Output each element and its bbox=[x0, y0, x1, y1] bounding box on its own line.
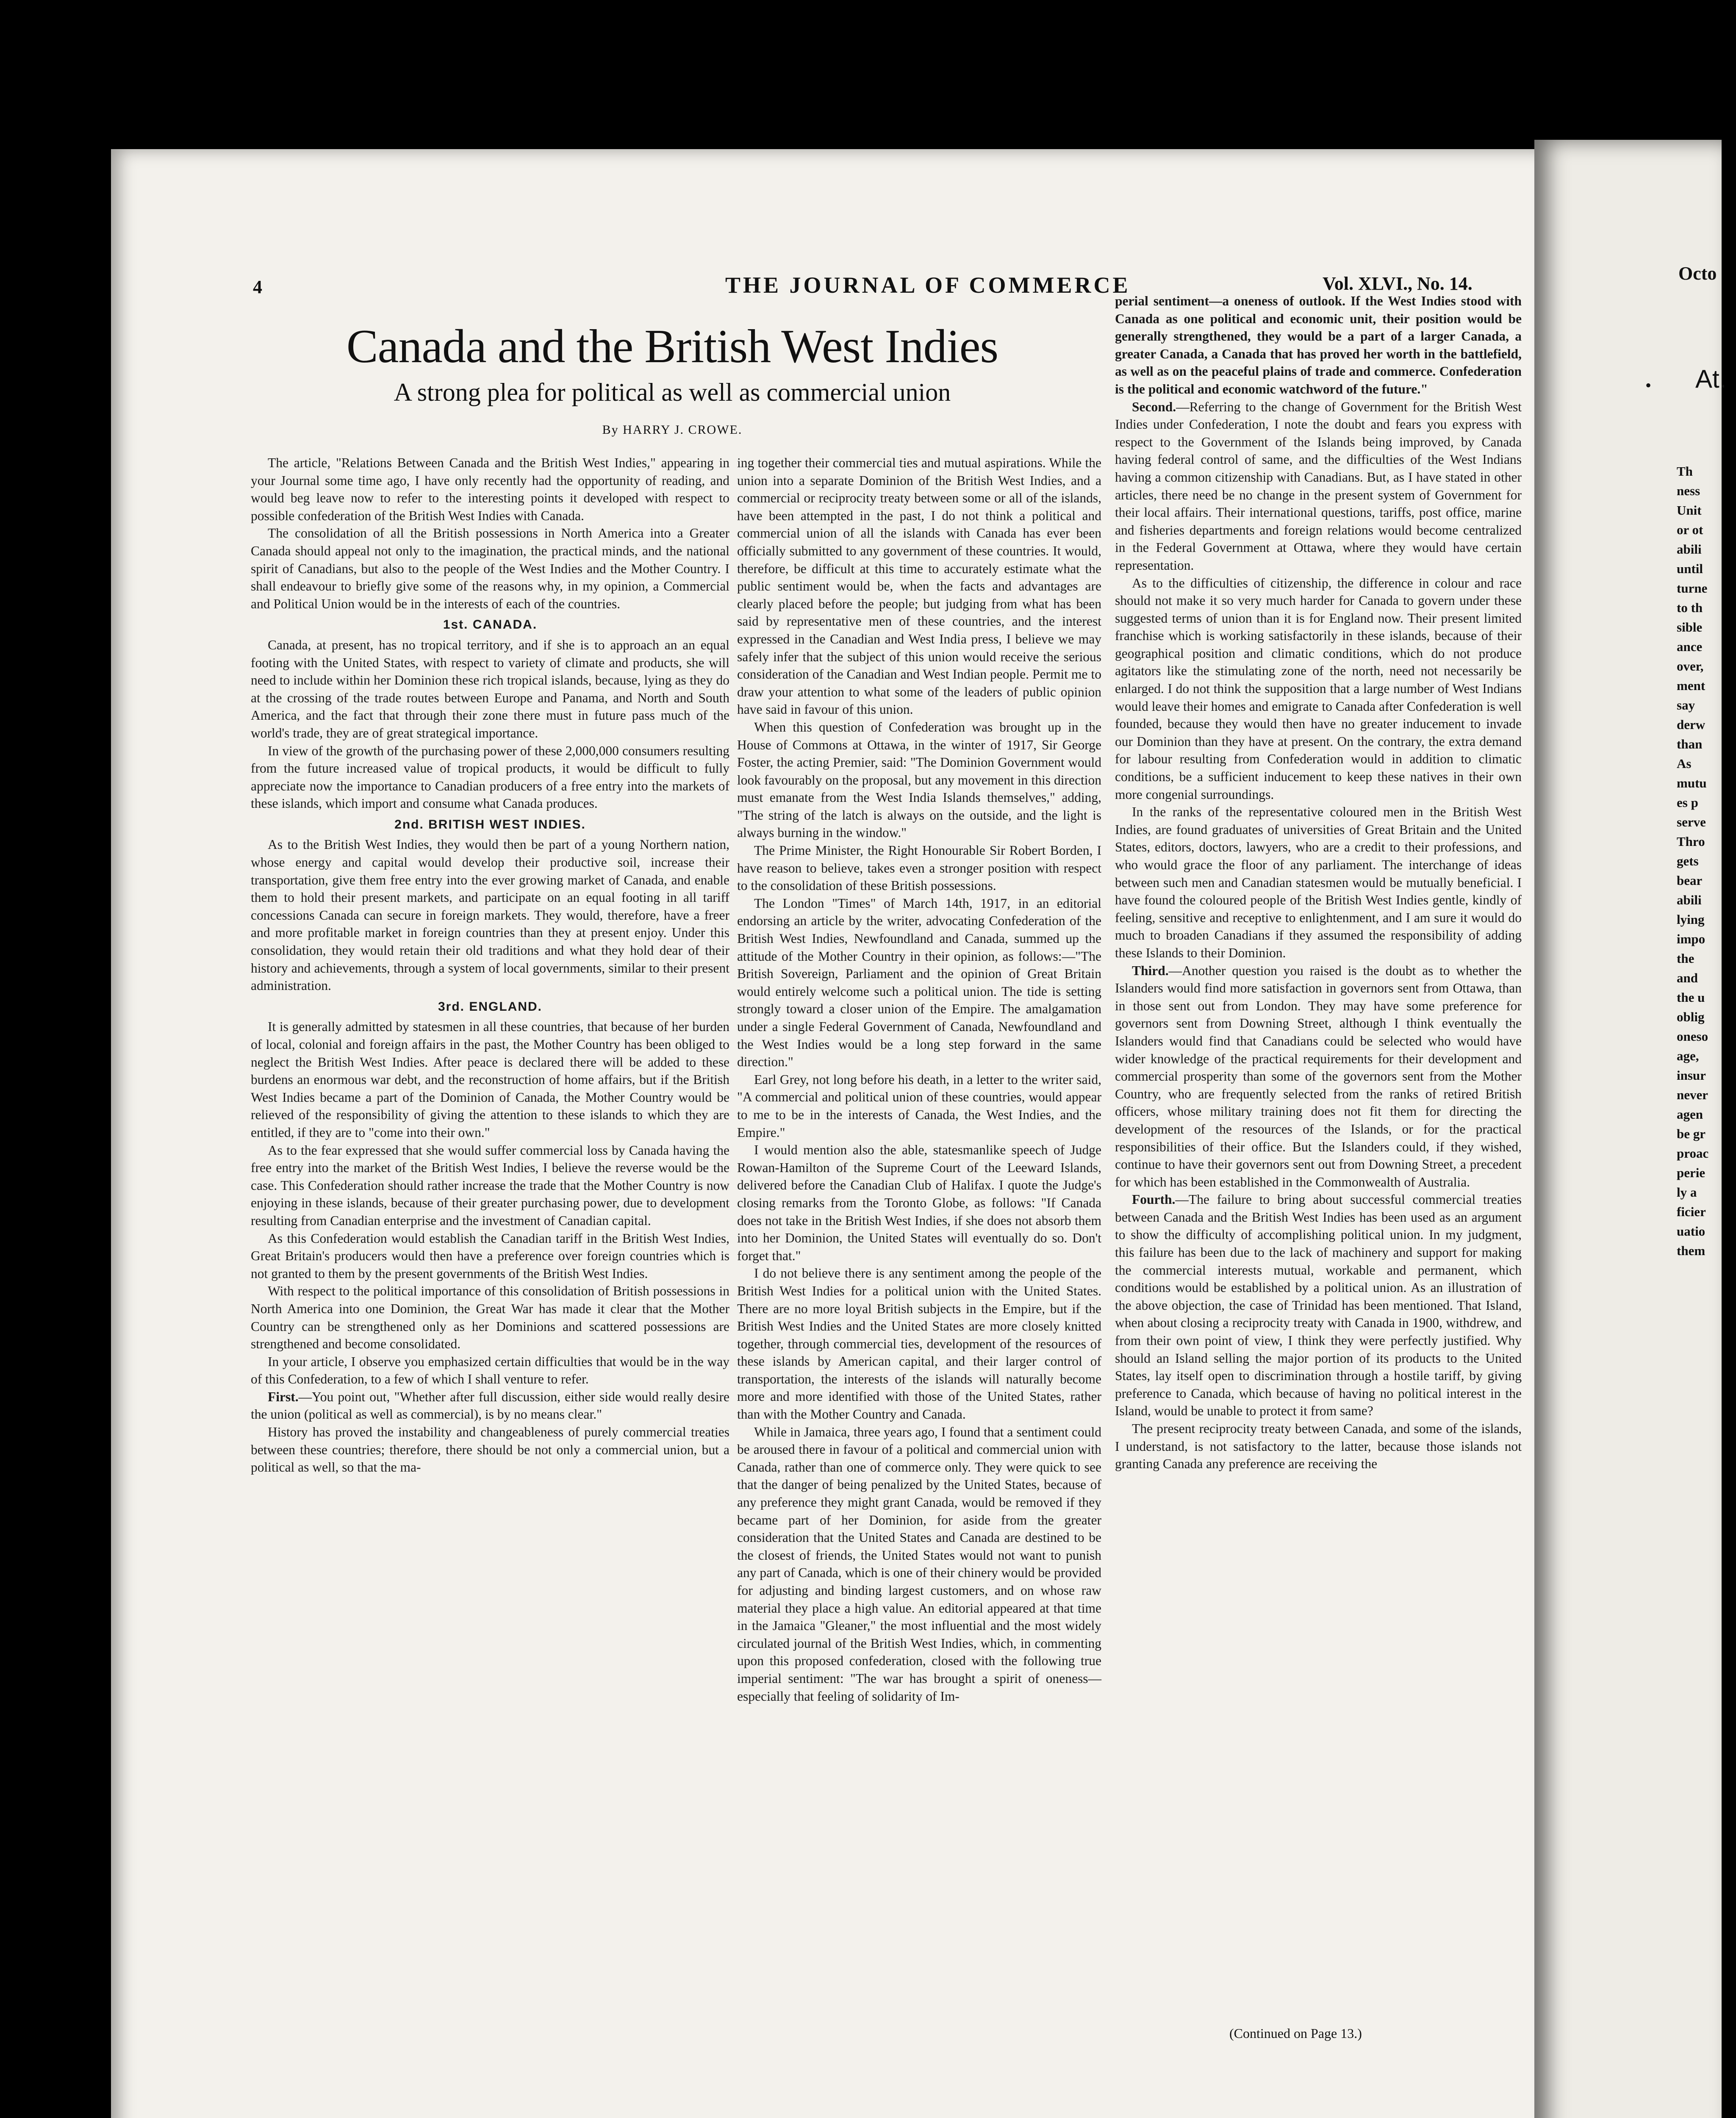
text-fragment: derw bbox=[1677, 717, 1705, 732]
text-fragment: perie bbox=[1677, 1165, 1705, 1180]
paragraph: While in Jamaica, three years ago, I found that a sentiment could be aroused there in favour of a political and commercial union with Canada, rather than one of commerce only. They were quick to see that the danger of being penalized by the United States, because of any preference they might grant Canada, would be removed if they became part of her Dominion, for aside from the greater consideration that the United States and Canada are destined to be the closest of friends, the United States would not want to punish any part of Canada, which is one of their chinery would be provided for adjusting and binding largest customers, and on whose raw material they place a high value. An editorial appeared at that time in the Jamaica "Gleaner," the most influential and the most widely circulated journal of the British West Indies, which, in commenting upon this proposed confederation, closed with the following true imperial sentiment: "The war has brought a spirit of oneness—especially that feeling of solidarity of Im- bbox=[737, 1424, 1101, 1704]
text-fragment: Th bbox=[1677, 464, 1693, 479]
text-fragment: the u bbox=[1677, 990, 1705, 1005]
paragraph bbox=[1115, 1191, 1522, 1420]
lead-word: First. bbox=[268, 1389, 299, 1404]
paragraph: As this Confederation would establish the Canadian tariff in the British West Indies, Great Britain's producers would then have a preference over foreign countries which is not granted to them by the present governments of the British West Indies. bbox=[251, 1231, 729, 1281]
paragraph: Earl Grey, not long before his death, in a letter to the writer said, "A commercial and political union of these countries, would appear to me to be in the interests of Canada, the West Indies, and the Empire." bbox=[737, 1072, 1101, 1140]
text-fragment: abili bbox=[1677, 542, 1702, 557]
text-fragment: to th bbox=[1677, 600, 1703, 615]
section-heading-england: 3rd. ENGLAND. bbox=[438, 999, 543, 1014]
paragraph: I would mention also the able, statesmanlike speech of Judge Rowan-Hamilton of the Supreme Court of the Leeward Islands, delivered before the Canadian Club of Halifax. I quote the Judge's closing remarks from the Toronto Globe, as follows: "If Canada does not take in the British West Indies, if she does not absorb them into her Dominion, the United States will eventually do so. Don't forget that." bbox=[737, 1142, 1101, 1263]
paragraph: The London "Times" of March 14th, 1917, in an editorial endorsing an article by the writer, advocating Confederation of the British West Indies, Newfoundland and Canada, summed up the attitude of the Mother Country in their opinion, as follows:—"The British Sovereign, Parliament and the opinion of Great Britain would entirely welcome such a political union. The tide is setting strongly toward a closer union of the Empire. The amalgamation under a single Federal Government of Canada, Newfoundland and the West Indies would be a long step forward in the same direction." bbox=[737, 895, 1101, 1070]
paragraph: As to the British West Indies, they would then be part of a young Northern nation, whose energy and capital would develop their productive soil, increase their transportation, give them free entry into the ever growing market of Canada, and enable them to hold their present markets, and participate on an equal footing in all tariff concessions Canada can secure in foreign markets. They would, therefore, have a freer and more profitable market in foreign countries than they at present enjoy. Under this consolidation, they would retain their old traditions and what they hold dear of their history and achievements, through a system of local governments, similar to their present administration. bbox=[251, 837, 729, 993]
text-fragment: than bbox=[1677, 737, 1703, 751]
text-fragment: Unit bbox=[1677, 503, 1702, 518]
paragraph: The present reciprocity treaty between Canada, and some of the islands, I understand, is not satisfactory to the latter, because those islands not granting Canada any preference are receiving the bbox=[1115, 1421, 1522, 1472]
paragraph bbox=[1115, 398, 1522, 574]
paragraph: ing together their commercial ties and mutual aspirations. While the union into a separate Dominion of the British West Indies, and a commercial or reciprocity treaty between some or all of the islands, have been attempted in the past, I do not think a political and commercial union of all the islands with Canada has ever been officially submitted to any government of these countries. It would, therefore, be difficult at this time to accurately estimate what the public sentiment would be, when the facts and advantages are clearly placed before the people; but judging from what has been said by representative men of these countries, and the interest expressed in the Canadian and West India press, I believe we may safely infer that the subject of this union would receive the serious consideration of the Canadian and West Indian people. Permit me to draw your attention to what some of the leaders of public opinion have said in favour of this union. bbox=[737, 455, 1101, 717]
column-2 bbox=[737, 454, 1101, 1705]
text-fragment: lying bbox=[1677, 912, 1705, 927]
text-fragment: never bbox=[1677, 1087, 1708, 1102]
paragraph bbox=[1115, 962, 1522, 1191]
continued-note: (Continued on Page 13.) bbox=[1229, 2026, 1362, 2041]
text-fragment: over, bbox=[1677, 659, 1704, 674]
article-subtitle: A strong plea for political as well as commercial union bbox=[394, 378, 951, 406]
paragraph: The article, "Relations Between Canada and the British West Indies," appearing in your Journal some time ago, I have only recently had the opportunity of reading, and would beg leave now to refer to the interesting points it developed with respect to possible confederation of the British West Indies with Canada. bbox=[251, 455, 729, 523]
text-fragment: agen bbox=[1677, 1107, 1703, 1122]
paragraph-text: —Referring to the change of Government for the British West Indies under Confederation, I note the doubt and fears you express with respect to the Government of the Islands being improved, by Canada having federal control of same, and the difficulties of the West Indians having a common citizenship with Canadians. But, as I have stated in other articles, there need be no change in the present system of Government for their local affairs. Their international questions, tariffs, post office, marine and fisheries departments and foreign relations would become centralized in the Federal Government at Ottawa, where they would have certain representation. bbox=[1115, 399, 1522, 573]
text-fragment: mutu bbox=[1677, 776, 1707, 790]
text-fragment: es p bbox=[1677, 795, 1698, 810]
article-title: Canada and the British West Indies bbox=[346, 320, 998, 373]
paragraph: The Prime Minister, the Right Honourable Sir Robert Borden, I have reason to believe, takes even a stronger position with respect to the consolidation of these British possessions. bbox=[737, 843, 1101, 893]
paragraph: In the ranks of the representative coloured men in the British West Indies, are found graduates of universities of Great Britain and the United States, editors, doctors, lawyers, who are a credit to their professions, and who would grace the floor of any parliament. The interchange of ideas between such men and Canadian statesmen would be mutually beneficial. I have found the coloured people of the British West Indies gentle, kindly of feeling, sensitive and receptive to enlightenment, and I am sure it would do much to broaden Canadians if they assumed the responsibility of adding these Islands to their Dominion. bbox=[1115, 804, 1522, 960]
text-fragment: ficier bbox=[1677, 1204, 1706, 1219]
text-fragment: impo bbox=[1677, 931, 1705, 946]
byline: By HARRY J. CROWE. bbox=[602, 423, 743, 437]
text-fragment: sible bbox=[1677, 620, 1703, 635]
text-fragment: ness bbox=[1677, 483, 1700, 498]
paragraph: With respect to the political importance of this consolidation of British possessions in North America into one Dominion, the Great War has made it clear that the Mother Country can be strengthened only as her Dominions and scattered possessions are strengthened and become consolidated. bbox=[251, 1284, 729, 1352]
column-3 bbox=[1115, 292, 1522, 1473]
text-fragment: bear bbox=[1677, 873, 1703, 888]
text-fragment: ment bbox=[1677, 678, 1705, 693]
paragraph: The consolidation of all the British possessions in North America into a Greater Canada should appeal not only to the imagination, the practical minds, and the national spirit of Canadians, but also to the people of the West Indies and the Mother Country. I shall endeavour to briefly give some of the reasons why, in my opinion, a Commercial and Political Union would be in the interests of each of the countries. bbox=[251, 526, 729, 611]
paragraph: It is generally admitted by statesmen in all these countries, that because of her burden of local, colonial and foreign affairs in the past, the Mother Country has been obliged to neglect the British West Indies. After peace is declared there will be added to these burdens an enormous war debt, and the reconstruction of home affairs, but if the British West Indies became a part of the Dominion of Canada, the Mother Country would be relieved of the responsibility of giving the attention to these islands to which they are entitled, if they are to "come into their own." bbox=[251, 1019, 729, 1140]
lead-word: Fourth. bbox=[1132, 1192, 1176, 1207]
paragraph: perial sentiment—a oneness of outlook. If the West Indies stood with Canada as one political and economic unit, their position would be generally strengthened, they would be a part of a larger Canada, a greater Canada, a Canada that has proved her worth in the battlefield, as well as on the peaceful plains of trade and commerce. Confederation is the political and economic watchword of the future." bbox=[1115, 294, 1522, 396]
text-fragment: insur bbox=[1677, 1068, 1706, 1083]
text-fragment: oneso bbox=[1677, 1029, 1708, 1044]
paragraph: I do not believe there is any sentiment among the people of the British West Indies for a political union with the United States. There are no more loyal British subjects in the Empire, but if the British West Indies and the United States are more closely knitted together, through commercial ties, development of the resources of these islands by American capital, and their larger control of transportation, the interests of the islands will naturally become more and more identified with those of the United States, rather than with the Mother Country and Canada. bbox=[737, 1266, 1101, 1422]
section-heading-canada: 1st. CANADA. bbox=[443, 618, 538, 632]
text-fragment: or ot bbox=[1677, 522, 1703, 537]
text-fragment: proac bbox=[1677, 1146, 1709, 1161]
paragraph: Canada, at present, has no tropical territory, and if she is to approach an an equal footing with the United States, with respect to variety of climate and products, she will need to include within her Dominion these rich tropical islands, because, lying as they do at the crossing of the trade routes between Europe and Panama, and North and South America, and the fact that through their zone there must in future pass much of the world's trade, they are of great strategical importance. bbox=[251, 637, 729, 740]
page-number: 4 bbox=[253, 277, 262, 297]
masthead: THE JOURNAL OF COMMERCE bbox=[725, 272, 1131, 298]
text-fragment: turne bbox=[1677, 581, 1708, 596]
text-fragment: until bbox=[1677, 561, 1703, 576]
text-fragment: oblig bbox=[1677, 1009, 1705, 1024]
section-heading-bwi: 2nd. BRITISH WEST INDIES. bbox=[394, 817, 586, 832]
paragraph: History has proved the instability and changeableness of purely commercial treaties between these countries; therefore, there should be not only a commercial union, but a political as well, so that the ma- bbox=[251, 1425, 729, 1475]
text-fragment: ly a bbox=[1677, 1185, 1697, 1200]
adjacent-page-fragment bbox=[1534, 140, 1727, 2118]
text-fragment: age, bbox=[1677, 1048, 1699, 1063]
text-fragment: uatio bbox=[1677, 1224, 1705, 1239]
text-fragment: be gr bbox=[1677, 1126, 1706, 1141]
paragraph-text: —You point out, "Whether after full discussion, either side would really desire the union (political as well as commercial), is by no means clear." bbox=[251, 1389, 729, 1422]
text-fragment: serve bbox=[1677, 815, 1706, 829]
bullet-mark: • bbox=[1645, 376, 1652, 395]
adjacent-heading-fragment: At. bbox=[1695, 365, 1727, 393]
paragraph-text: —The failure to bring about successful commercial treaties between Canada and the British West Indies has been used as an argument to show the difficulty of accomplishing political union. In my judgment, this failure has been due to the lack of machinery and support for making the commercial interests mutual, workable and permanent, which conditions would be established by a political union. As an illustration of the above objection, the case of Trinidad has been mentioned. That Island, when about closing a reciprocity treaty with Canada in 1900, withdrew, and from their own point of view, I think they were perfectly justified. Why should an Island selling the major portion of its products to the United States, lay itself open to discrimination through a hostile tariff, by giving preference to Canada, which because of having no political interest in the Island, would be unable to protect it from same? bbox=[1115, 1192, 1522, 1419]
text-fragment: abili bbox=[1677, 893, 1702, 907]
paragraph: In your article, I observe you emphasized certain difficulties that would be in the way of this Confederation, to a few of which I shall venture to refer. bbox=[251, 1354, 729, 1387]
adjacent-date-fragment: Octo bbox=[1678, 263, 1717, 284]
adjacent-text-fragments bbox=[1677, 462, 1736, 1261]
text-fragment: and bbox=[1677, 970, 1698, 985]
paragraph bbox=[251, 1388, 729, 1423]
paragraph: As to the difficulties of citizenship, the difference in colour and race should not make it so very much harder for Canada to govern under these suggested terms of union than it is for England now. Their present limited franchise which is working satisfactorily in these islands, because of their geographical position and climatic conditions, which do not produce agitators like the stimulating zone of the north, need not necessarily be enlarged. I do not think the supposition that a large number of West Indians would leave their homes and emigrate to Canada after Confederation is well founded, because they would then have no greater inducement to invade our Dominion than they have at present. On the contrary, the extra demand for labour resulting from Confederation would in addition to climatic conditions, be a sufficient inducement to keep these natives in their own more congenial surroundings. bbox=[1115, 575, 1522, 802]
text-fragment: say bbox=[1677, 698, 1695, 712]
text-fragment: them bbox=[1677, 1243, 1705, 1258]
text-fragment: gets bbox=[1677, 854, 1699, 868]
column-1 bbox=[251, 454, 729, 1476]
text-fragment: As bbox=[1677, 756, 1692, 771]
paragraph: When this question of Confederation was brought up in the House of Commons at Ottawa, in the winter of 1917, Sir George Foster, the acting Premier, said: "The Dominion Government would look favourably on the proposal, but any movement in this direction must emanate from the West India Islands themselves," adding, "The string of the latch is always on the outside, and the light is always burning in the window." bbox=[737, 719, 1101, 840]
paragraph: In view of the growth of the purchasing power of these 2,000,000 consumers resulting from the future increased value of tropical products, it would be difficult to fully appreciate now the importance to Canadian producers of a free entry into the markets of these islands, which import and consume what Canada produces. bbox=[251, 743, 729, 811]
newspaper-page bbox=[111, 149, 1542, 2118]
text-fragment: Thro bbox=[1677, 834, 1705, 849]
lead-word: Third. bbox=[1132, 963, 1169, 978]
paragraph: As to the fear expressed that she would suffer commercial loss by Canada having the free entry into the market of the British West Indies, I believe the reverse would be the case. This Confederation should rather increase the trade that the Mother Country is now enjoying in these islands, because of their greater purchasing power, due to development resulting from Canadian enterprise and the investment of Canadian capital. bbox=[251, 1142, 729, 1228]
paragraph-text: —Another question you raised is the doubt as to whether the Islanders would find more satisfaction in governors sent from Ottawa, than in those sent out from London. They may have some preference for governors sent from Downing Street, although I think eventually the Islanders would find that Canadians could be selected who would have wider knowledge of the practical requirements for their development and commercial prosperity than some of the governors sent from the Mother Country, who are frequently selected from the ranks of retired British officers, whose military training does not fit them for directing the development of the resources of the Islands, or for the practical responsibilities of their office. But the Islanders could, if they wished, continue to have their governors sent out from Downing Street, a precedent for which has been established in the Commonwealth of Australia. bbox=[1115, 963, 1522, 1189]
text-fragment: the bbox=[1677, 951, 1694, 966]
text-fragment: ance bbox=[1677, 639, 1703, 654]
lead-word: Second. bbox=[1132, 399, 1176, 414]
volume-info: Vol. XLVI., No. 14. bbox=[1323, 273, 1473, 294]
